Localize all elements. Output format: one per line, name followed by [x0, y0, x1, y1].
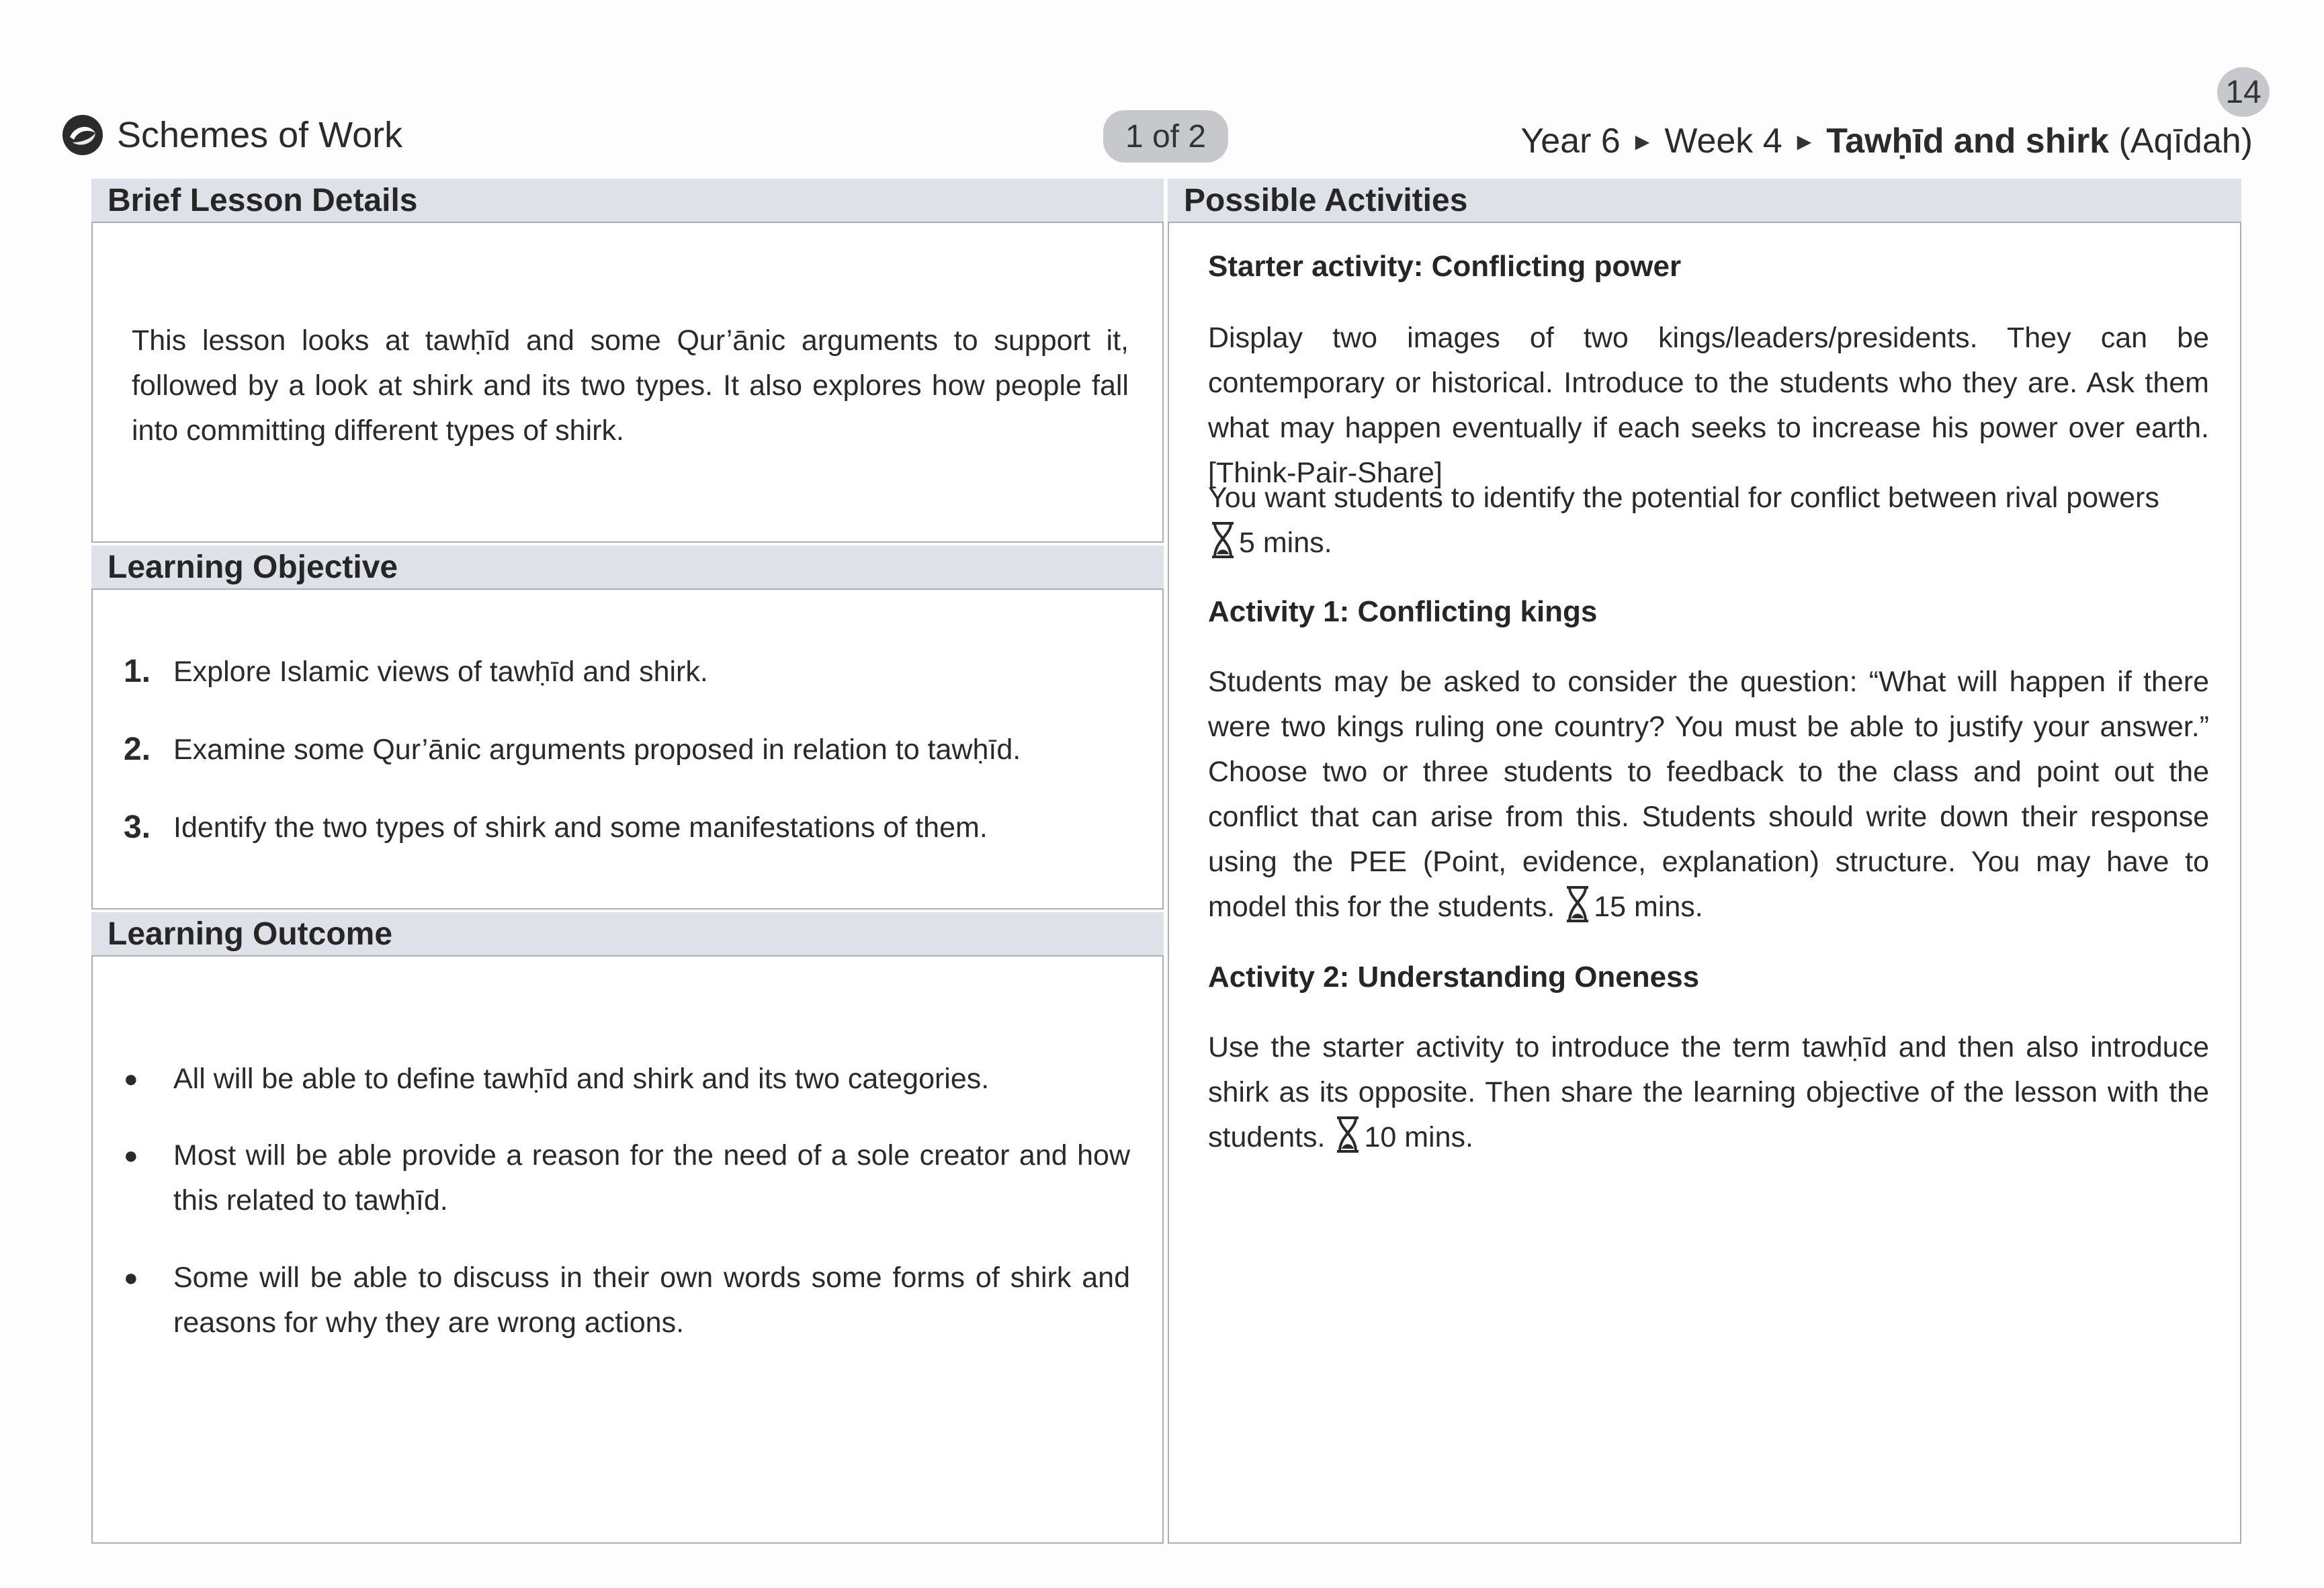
starter-goal-block: [1208, 476, 2209, 566]
objective-item: Examine some Qur’ānic arguments proposed in relation to tawḥīd.: [173, 734, 1021, 766]
schemes-logo-icon: [60, 113, 105, 157]
objective-number: 2.: [124, 732, 151, 767]
objective-number: 1.: [124, 654, 151, 689]
objective-item: Identify the two types of shirk and some manifestations of them.: [173, 811, 988, 844]
activity1-title: Activity 1: Conflicting kings: [1208, 595, 1598, 628]
page-number: 14: [2217, 67, 2270, 117]
outcome-item: All will be able to define tawḥīd and shirk and its two categories.: [173, 1063, 990, 1095]
objective-number: 3.: [124, 809, 151, 845]
bullet-icon: ●: [124, 1141, 138, 1169]
starter-time: 5 mins.: [1239, 527, 1332, 559]
activity1-block: [1208, 660, 2209, 930]
activity2-time: 10 mins.: [1364, 1121, 1473, 1153]
activity2-text: Use the starter activity to introduce the term tawḥīd and then also introduce shirk as its opposite. Then share the learning objective of the lesson with the students.: [1208, 1031, 2209, 1153]
activity1-time: 15 mins.: [1594, 891, 1703, 923]
bullet-icon: ●: [124, 1264, 138, 1291]
objective-heading: Learning Objective: [91, 545, 1164, 590]
breadcrumb-topic-title: Tawḥīd and shirk: [1826, 122, 2110, 161]
brand-logo: [60, 113, 402, 157]
triangle-right-icon: ▶: [1797, 130, 1812, 152]
activity1-text: Students may be asked to consider the question: “What will happen if there were two kings ruling one country? You must be able to justify your answer.” Choose two or three students to feedback to the class and point out the conflict that can arise from this. Students should write down their response using the PEE (Point, evidence, explanation) structure. You may have to model this for the students.: [1208, 666, 2209, 923]
bullet-icon: ●: [124, 1065, 138, 1092]
page-indicator: 1 of 2: [1103, 110, 1228, 163]
hourglass-icon: [1334, 1116, 1361, 1153]
outcome-heading: Learning Outcome: [91, 912, 1164, 957]
hourglass-icon: [1564, 885, 1591, 923]
brand-name: Schemes of Work: [117, 115, 403, 155]
objective-item: Explore Islamic views of tawḥīd and shirk.: [173, 656, 708, 688]
starter-text: Display two images of two kings/leaders/presidents. They can be contemporary or historical. Introduce to the students who they are. Ask them what may happen eventually if each seeks to increase his power over earth. [Think-Pair-Share]: [1208, 322, 2209, 489]
breadcrumb-category: (Aqīdah): [2118, 122, 2253, 161]
brief-box: [91, 222, 1164, 543]
starter-goal: You want students to identify the potential for conflict between rival powers: [1208, 482, 2159, 514]
breadcrumb-year: Year 6: [1520, 122, 1621, 161]
outcome-item: Some will be able to discuss in their own words some forms of shirk and reasons for why they are wrong actions.: [173, 1262, 1130, 1339]
starter-title: Starter activity: Conflicting power: [1208, 250, 1682, 283]
activity2-block: [1208, 1025, 2209, 1160]
breadcrumb-week: Week 4: [1664, 122, 1782, 161]
breadcrumb-topic: [1826, 121, 2253, 161]
breadcrumb: [1520, 121, 2253, 161]
outcome-box: [91, 955, 1164, 1544]
activities-heading: Possible Activities: [1168, 179, 2241, 223]
outcome-item: Most will be able provide a reason for the need of a sole creator and how this related to tawḥīd.: [173, 1139, 1130, 1217]
triangle-right-icon: ▶: [1635, 130, 1650, 152]
brief-heading: Brief Lesson Details: [91, 179, 1164, 223]
brief-text: This lesson looks at tawḥīd and some Qur’ānic arguments to support it, followed by a look at shirk and its two types. It also explores how people fall into committing different types of shirk.: [132, 324, 1129, 447]
hourglass-icon: [1209, 521, 1236, 559]
activity2-title: Activity 2: Understanding Oneness: [1208, 961, 1700, 994]
